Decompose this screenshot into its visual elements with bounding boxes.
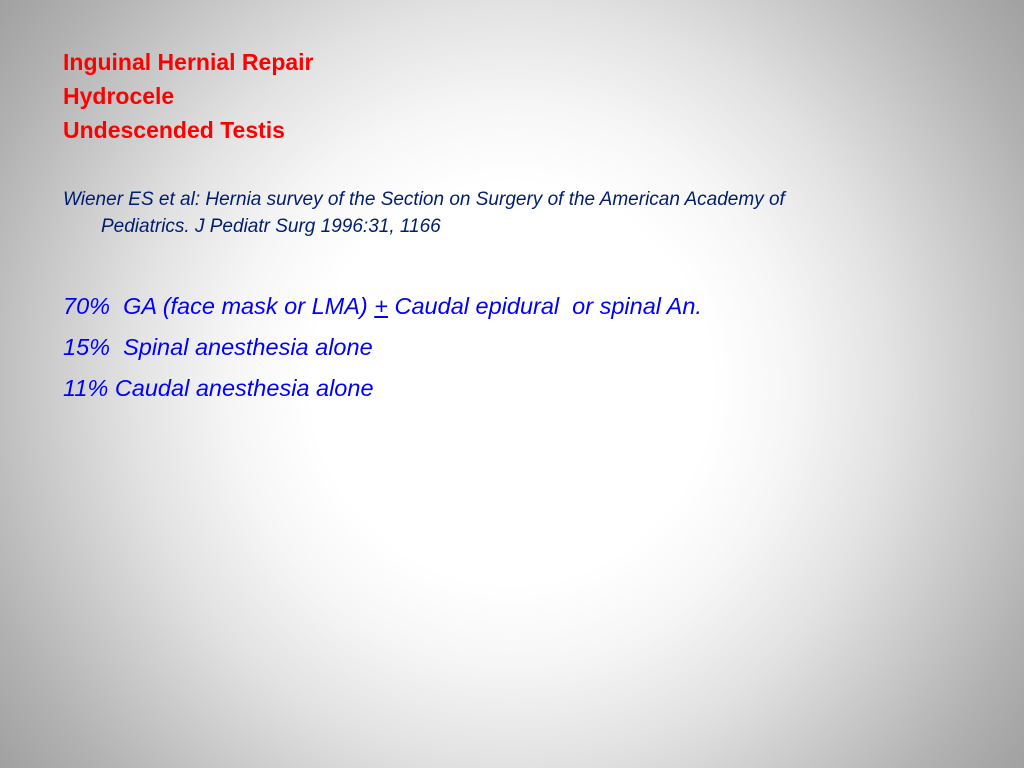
title-line-hydrocele: Hydrocele [63,83,175,109]
stat-item-caudal [63,368,702,409]
citation-line-1: Wiener ES et al: Hernia survey of the Section on Surgery of the American Academy of [63,189,785,210]
title-line-undescended-testis: Undescended Testis [63,117,285,143]
stat-text: 11% Caudal anesthesia alone [63,375,374,401]
slide-title [63,45,314,147]
stat-text: 70% GA (face mask or LMA) [63,293,375,319]
citation-line-2: Pediatrics. J Pediatr Surg 1996:31, 1166 [101,216,441,237]
stat-item-spinal [63,327,702,368]
stat-text: 15% Spinal anesthesia alone [63,334,373,360]
stat-text: Caudal epidural or spinal An. [387,293,702,319]
plus-minus-symbol: + [374,293,388,319]
title-line-hernial-repair: Inguinal Hernial Repair [63,49,314,75]
stat-item-ga [63,286,702,327]
anesthesia-stats-list [63,286,702,409]
citation [63,186,963,240]
